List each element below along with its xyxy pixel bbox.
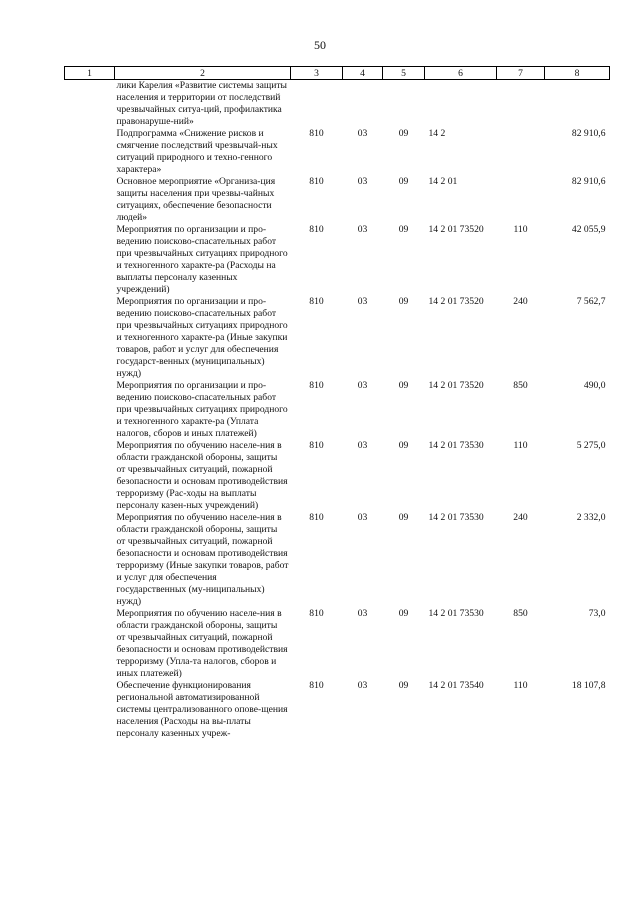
row-amount: 490,0 xyxy=(583,380,606,391)
row-target-item: 14 2 01 xyxy=(428,176,458,187)
row-subsection: 09 xyxy=(398,224,409,235)
header-col-6: 6 xyxy=(425,67,497,80)
row-subsection: 09 xyxy=(398,296,409,307)
row-target-item: 14 2 01 73520 xyxy=(428,224,484,235)
row-amount: 82 910,6 xyxy=(571,176,606,187)
header-col-1: 1 xyxy=(65,67,115,80)
header-row xyxy=(65,67,610,80)
row-expense-type xyxy=(497,80,545,129)
row-name: Обеспечение функционирования региональной автоматизированной системы централизованного опове-щения населения (Расходы на вы-платы персоналу казенных учреж- xyxy=(116,680,288,739)
row-admin-code xyxy=(291,80,343,129)
row-name: Мероприятия по организации и про-ведению поисково-спасательных работ при чрезвычайных ситуациях природного и техногенного характе-ра (Уплата налогов, сборов и иных платежей) xyxy=(116,380,288,439)
row-name: Основное мероприятие «Организа-ция защиты населения при чрезвы-чайных ситуациях, обеспечение безопасности людей» xyxy=(116,176,276,223)
header-col-2: 2 xyxy=(115,67,291,80)
row-admin-code: 810 xyxy=(309,380,324,391)
row-target-item: 14 2 01 73520 xyxy=(428,296,484,307)
row-subsection: 09 xyxy=(398,128,409,139)
row-admin-code: 810 xyxy=(309,680,324,691)
row-section: 03 xyxy=(357,176,368,187)
row-name: Мероприятия по обучению населе-ния в области гражданской обороны, защиты от чрезвычайных ситуаций, пожарной безопасности и основам противодействия терроризму (Упла-та налогов, сборов и иных платежей) xyxy=(116,608,288,679)
row-section: 03 xyxy=(357,380,368,391)
row-expense-type: 240 xyxy=(513,296,528,307)
row-subsection: 09 xyxy=(398,608,409,619)
row-admin-code: 810 xyxy=(309,224,324,235)
row-admin-code: 810 xyxy=(309,608,324,619)
row-target-item xyxy=(425,80,497,129)
row-section: 03 xyxy=(357,224,368,235)
row-admin-code: 810 xyxy=(309,128,324,139)
row-section: 03 xyxy=(357,608,368,619)
row-section xyxy=(343,80,383,129)
row-section: 03 xyxy=(357,680,368,691)
row-target-item: 14 2 01 73530 xyxy=(428,512,484,523)
row-subsection: 09 xyxy=(398,380,409,391)
table-row xyxy=(65,608,610,680)
row-subsection xyxy=(383,80,425,129)
row-expense-type: 850 xyxy=(513,608,528,619)
row-admin-code: 810 xyxy=(309,440,324,451)
row-amount: 73,0 xyxy=(588,608,606,619)
row-section: 03 xyxy=(357,128,368,139)
row-amount: 7 562,7 xyxy=(576,296,606,307)
row-subsection: 09 xyxy=(398,176,409,187)
row-target-item: 14 2 01 73540 xyxy=(428,680,484,691)
row-name: Мероприятия по организации и про-ведению поисково-спасательных работ при чрезвычайных ситуациях природного и техногенного характе-ра (Иные закупки товаров, работ и услуг для обеспечения государст-венных (муниципальных) нужд) xyxy=(116,296,288,379)
row-expense-type xyxy=(497,176,545,224)
row-subsection: 09 xyxy=(398,680,409,691)
row-admin-code: 810 xyxy=(309,176,324,187)
row-expense-type: 110 xyxy=(513,440,528,451)
row-amount: 2 332,0 xyxy=(576,512,606,523)
row-expense-type: 850 xyxy=(513,380,528,391)
row-admin-code: 810 xyxy=(309,512,324,523)
row-subsection: 09 xyxy=(398,440,409,451)
row-name: Мероприятия по организации и про-ведению поисково-спасательных работ при чрезвычайных ситуациях природного и техногенного характе-ра (Расходы на выплаты персоналу казенных учреждений) xyxy=(116,224,288,295)
table-body xyxy=(65,80,610,741)
row-name: Мероприятия по обучению населе-ния в области гражданской обороны, защиты от чрезвычайных ситуаций, пожарной безопасности и основам противодействия терроризму (Рас-ходы на выплаты персоналу казен-ных учреждений) xyxy=(116,440,288,511)
row-name: Подпрограмма «Снижение рисков и смягчение последствий чрезвычай-ных ситуаций природного и техно-генного характера» xyxy=(116,128,278,175)
header-col-8: 8 xyxy=(545,67,610,80)
row-admin-code: 810 xyxy=(309,296,324,307)
header-col-5: 5 xyxy=(383,67,425,80)
row-target-item: 14 2 01 73530 xyxy=(428,440,484,451)
row-expense-type xyxy=(497,128,545,176)
row-section: 03 xyxy=(357,512,368,523)
row-subsection: 09 xyxy=(398,512,409,523)
table-row xyxy=(65,440,610,512)
table-row xyxy=(65,80,610,129)
header-col-7: 7 xyxy=(497,67,545,80)
table-row xyxy=(65,224,610,296)
table-header xyxy=(65,67,610,80)
row-expense-type: 110 xyxy=(513,680,528,691)
table-row xyxy=(65,128,610,176)
table-row xyxy=(65,380,610,440)
table-row xyxy=(65,296,610,380)
header-col-3: 3 xyxy=(291,67,343,80)
row-target-item: 14 2 xyxy=(428,128,446,139)
row-expense-type: 110 xyxy=(513,224,528,235)
row-expense-type: 240 xyxy=(513,512,528,523)
row-amount: 42 055,9 xyxy=(571,224,606,235)
row-amount: 82 910,6 xyxy=(571,128,606,139)
budget-table xyxy=(64,66,610,740)
page-number: 50 xyxy=(314,38,326,52)
row-amount: 18 107,8 xyxy=(571,680,606,691)
row-amount: 5 275,0 xyxy=(576,440,606,451)
row-section: 03 xyxy=(357,440,368,451)
table-row xyxy=(65,512,610,608)
row-section: 03 xyxy=(357,296,368,307)
row-target-item: 14 2 01 73530 xyxy=(428,608,484,619)
row-amount xyxy=(545,80,610,129)
table-row xyxy=(65,176,610,224)
table-row xyxy=(65,680,610,740)
row-name: лики Карелия «Развитие системы защиты населения и территории от последствий чрезвычайных ситуа-ций, профилактика правонаруше-ний» xyxy=(116,80,287,127)
header-col-4: 4 xyxy=(343,67,383,80)
row-name: Мероприятия по обучению населе-ния в области гражданской обороны, защиты от чрезвычайных ситуаций, пожарной безопасности и основам противодействия терроризму (Иные закупки товаров, работ и услуг для обеспечения государственных (му-ниципальных) нужд) xyxy=(116,512,289,607)
row-target-item: 14 2 01 73520 xyxy=(428,380,484,391)
